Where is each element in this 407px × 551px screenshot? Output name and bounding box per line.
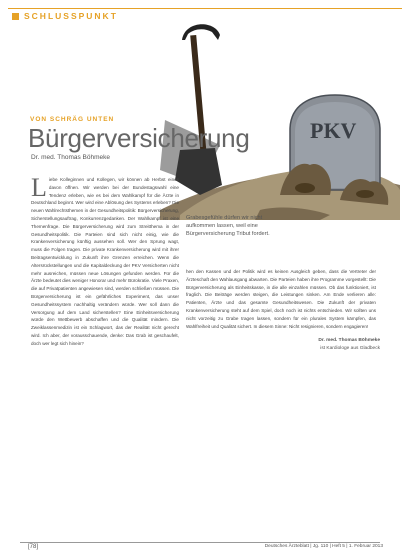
- article-column-1: [31, 173, 179, 348]
- headline: Bürgerversicherung: [28, 123, 250, 153]
- section-label: SCHLUSSPUNKT: [24, 11, 118, 21]
- top-rule: [8, 8, 402, 9]
- footer-rule: [20, 542, 380, 543]
- caption-role: ist Kardiologe aus Gladbeck: [320, 346, 380, 351]
- author-byline: Dr. med. Thomas Böhmeke: [31, 154, 110, 161]
- page-number: [78]: [28, 544, 39, 550]
- tombstone-text: PKV: [310, 118, 357, 143]
- caption-name: Dr. med. Thomas Böhmeke: [318, 338, 380, 343]
- pull-quote: Grabesgefühle dürfen wir nicht aufkommen lassen, weil eine Bürgerversicherung Tribut fordert.: [186, 215, 270, 237]
- article-column-2: [186, 268, 376, 330]
- column1-text: iebe Kolleginnen und Kollegen, wir können ab Herbst eines davon öffnen. Wir werden bei der Bundestagswahl eine Tendenz erleben, wie es bei dem Wahlkampf für die Ärzte in Deutschland beginnt. Wer wird eine Ablösung des Systems erleben? Die neuen Wahlrechtsthemen in der Gesundheitspolitik: Bürgerversicherung, Sicherstellungsauftrag, Konkurrenzgedanken. Der Wahlkampf ist eine Themenfrage. Die Bürgerversicherung wird zum Streitthema in der Gesundheitspolitik. Die Parteien sind sich nicht einig, wie die Krankenversicherung künftig aussehen soll. Wer den Sprung wagt, muss die Folgen tragen. Die private Krankenversicherung wird mit ihrer Beitragsentwicklung in Zukunft ihre Grenzen erreichen. Wenn die Altersrückstellungen und die Kapitaldeckung der PKV Versicherten nicht mehr ausreichen, müssen neue Lösungen gefunden werden. Für die Ärzte bedeutet dies weniger Honorar und mehr Bürokratie. Viele Praxen, die auf Privatpatienten angewiesen sind, werden schließen müssen. Die Bürgerversicherung ist ein gefährliches Experiment, das unser Gesundheitssystem nachhaltig verändern würde. Wer soll dann die Versorgung auf dem Land sicherstellen? Eine Einheitsversicherung würde den Wettbewerb abschaffen und die Qualität mindern. Die Zweiklassenmedizin ist ein Schlagwort, das der Realität nicht gerecht wird. Ich aber, der vorausschauende, denke: Das Grab ist geschaufelt, doch wer legt sich hinein?: [31, 177, 179, 346]
- dropcap: L: [31, 173, 47, 202]
- column2-text: hen den Kassen und der Politik wird es keinen Ausgleich geben, dass die Vertreter der Ärzteschaft den Wahlausgang abwarten. Die Parteien haben ihre Programme vorgestellt: Die Bürgerversicherung als Einheitskasse, in die alle einzahlen müssen. Ob das funktioniert, ist fraglich. Die Beiträge werden steigen, die Leistungen sinken. Am Ende verlieren alle: Patienten, Ärzte und das gesamte Gesundheitswesen. Die Zukunft der privaten Krankenversicherung steht auf dem Spiel, doch noch ist nichts entschieden. Wir sollten uns nicht vorzeitig zu Grabe tragen lassen, sondern für ein plurales System kämpfen, das Wahlfreiheit und Qualität sichert. In diesem Sinne: Nicht resignieren, sondern engagieren!: [186, 269, 376, 329]
- journal-citation: Deutsches Ärzteblatt | Jg. 110 | Heft 5 | 1. Februar 2013: [264, 544, 383, 549]
- kicker: VON SCHRÄG UNTEN: [30, 116, 115, 123]
- grave-illustration: [160, 10, 400, 220]
- author-caption: [280, 337, 380, 353]
